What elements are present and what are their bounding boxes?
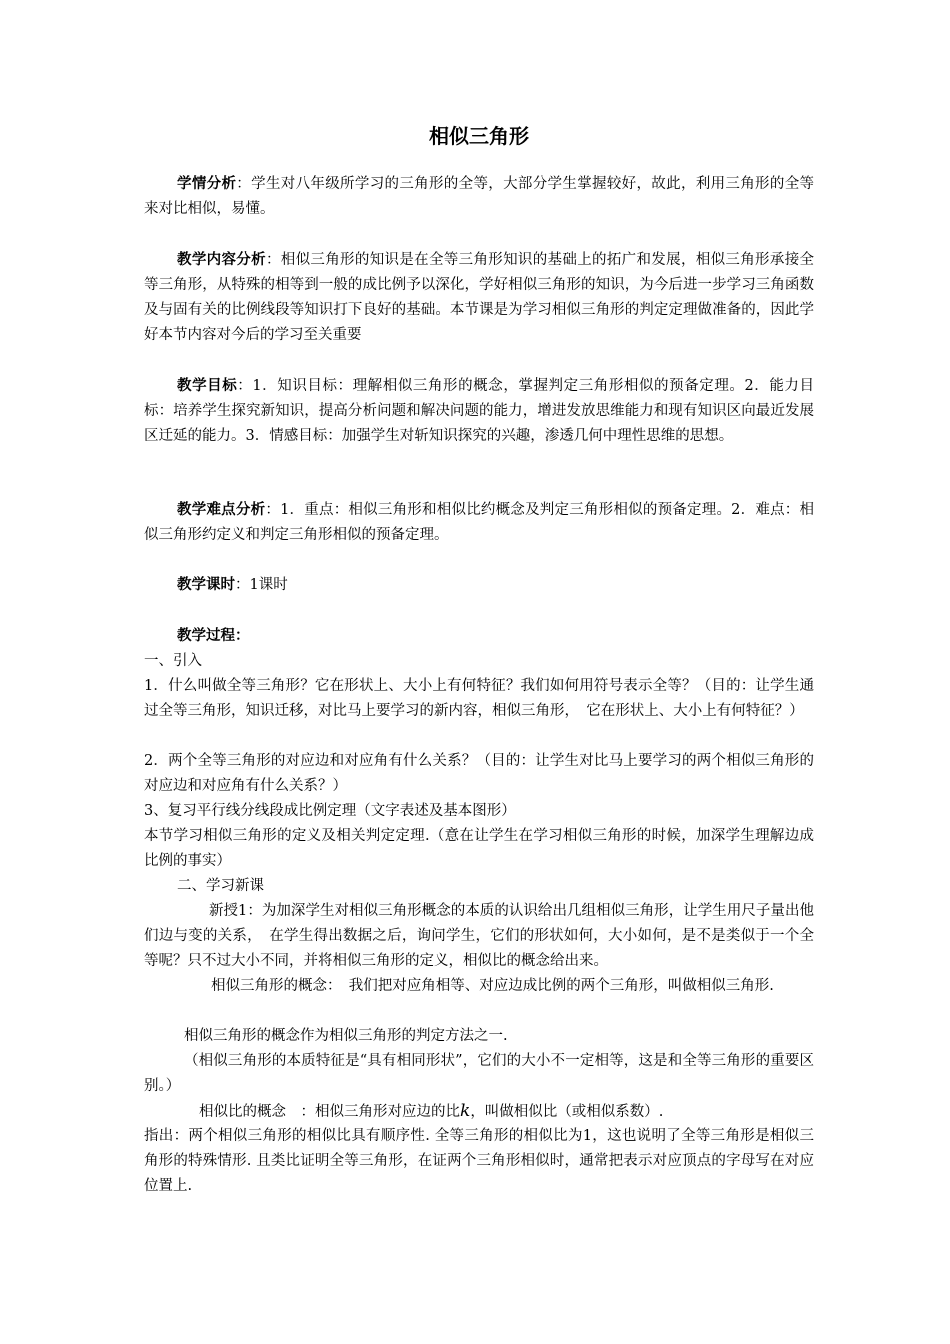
- section-difficulties: 教学难点分析：1．重点：相似三角形和相似比约概念及判定三角形相似的预备定理。2．难点：相似三角形约定义和判定三角形相似的预备定理。: [144, 502, 815, 543]
- new-lesson-1: 新授1：为加深学生对相似三角形概念的本质的认识给出几组相似三角形，让学生用尺子量出他们边与变的关系， 在学生得出数据之后，询问学生，它们的形状如何，大小如何，是不是类似于一个全等呢？只不过大小不同，并将相似三角形的定义，相似比的概念给出来。: [144, 903, 814, 969]
- section-label: 教学过程: [177, 628, 235, 644]
- section-body: 1．重点：相似三角形和相似比约概念及判定三角形相似的预备定理。2．难点：相似三角形约定义和判定三角形相似的预备定理。: [144, 502, 815, 543]
- question-1: 1．什么叫做全等三角形？它在形状上、大小上有何特征？我们如何用符号表示全等？（目的：让学生通过全等三角形，知识迁移，对比马上要学习的新内容，相似三角形， 它在形状上、大小上有何特征？）: [144, 678, 814, 719]
- section-label: 学情分析: [177, 176, 237, 192]
- key-point: 指出：两个相似三角形的相似比具有顺序性. 全等三角形的相似比为1，这也说明了全等三角形是相似三角形的特殊情形. 且类比证明全等三角形，在证两个三角形相似时，通常把表示对应顶点的字母写在对应位置上.: [144, 1128, 814, 1194]
- judgment-method: 相似三角形的概念作为相似三角形的判定方法之一.: [184, 1028, 508, 1044]
- question-2: 2．两个全等三角形的对应边和对应角有什么关系？（目的：让学生对比马上要学习的两个相似三角形的对应边和对应角有什么关系？）: [144, 753, 814, 794]
- section-process: 教学过程：: [177, 628, 250, 644]
- section-body: 1课时: [249, 577, 288, 593]
- section-student-analysis: 学情分析：学生对八年级所学习的三角形的全等，大部分学生掌握较好，故此，利用三角形的全等来对比相似，易懂。: [144, 176, 815, 217]
- new-lesson-heading: 二、学习新课: [177, 878, 264, 894]
- section-body: 学生对八年级所学习的三角形的全等，大部分学生掌握较好，故此，利用三角形的全等来对比相似，易懂。: [144, 176, 815, 217]
- section-objectives: 教学目标：1．知识目标：理解相似三角形的概念，掌握判定三角形相似的预备定理。2．能力目标：培养学生探究新知识，提高分析问题和解决问题的能力，增进发放思维能力和现有知识区向最近发展区迁延的能力。3．情感目标：加强学生对斩知识探究的兴趣，渗透几何中理性思维的思想。: [144, 378, 815, 444]
- section-body: 相似三角形的知识是在全等三角形知识的基础上的拓广和发展，相似三角形承接全等三角形，从特殊的相等到一般的成比例予以深化，学好相似三角形的知识，为今后进一步学习三角函数及与固有关的比例线段等知识打下良好的基础。本节课是为学习相似三角形的判定定理做准备的，因此学好本节内容对今后的学习至关重要: [144, 252, 815, 343]
- page-title: 相似三角形: [429, 124, 529, 148]
- question-4: 本节学习相似三角形的定义及相关判定定理.（意在让学生在学习相似三角形的时候，加深学生理解边成比例的事实）: [144, 828, 814, 869]
- section-label: 教学课时: [177, 577, 235, 593]
- similarity-ratio: 相似比的概念 ：相似三角形对应边的比k，叫做相似比（或相似系数）.: [199, 1101, 664, 1121]
- similar-concept: 相似三角形的概念： 我们把对应角相等、对应边成比例的两个三角形，叫做相似三角形.: [211, 978, 774, 994]
- question-3: 3、复习平行线分线段成比例定理（文字表述及基本图形）: [144, 803, 516, 819]
- section-label: 教学内容分析: [177, 252, 266, 268]
- ratio-symbol-k: k: [460, 1101, 471, 1121]
- section-body: 1．知识目标：理解相似三角形的概念，掌握判定三角形相似的预备定理。2．能力目标：培养学生探究新知识，提高分析问题和解决问题的能力，增进发放思维能力和现有知识区向最近发展区迁延的能力。3．情感目标：加强学生对斩知识探究的兴趣，渗透几何中理性思维的思想。: [144, 378, 815, 444]
- document-page: [144, 0, 814, 1344]
- section-class-hours: 教学课时：1课时: [177, 577, 288, 593]
- essence-note: （相似三角形的本质特征是“具有相同形状”，它们的大小不一定相等，这是和全等三角形的重要区别。）: [144, 1053, 814, 1094]
- section-label: 教学目标: [177, 378, 238, 394]
- section-label: 教学难点分析: [177, 502, 266, 518]
- intro-heading: 一、引入: [144, 653, 202, 669]
- section-content-analysis: 教学内容分析：相似三角形的知识是在全等三角形知识的基础上的拓广和发展，相似三角形承接全等三角形，从特殊的相等到一般的成比例予以深化，学好相似三角形的知识，为今后进一步学习三角函数及与固有关的比例线段等知识打下良好的基础。本节课是为学习相似三角形的判定定理做准备的，因此学好本节内容对今后的学习至关重要: [144, 252, 815, 343]
